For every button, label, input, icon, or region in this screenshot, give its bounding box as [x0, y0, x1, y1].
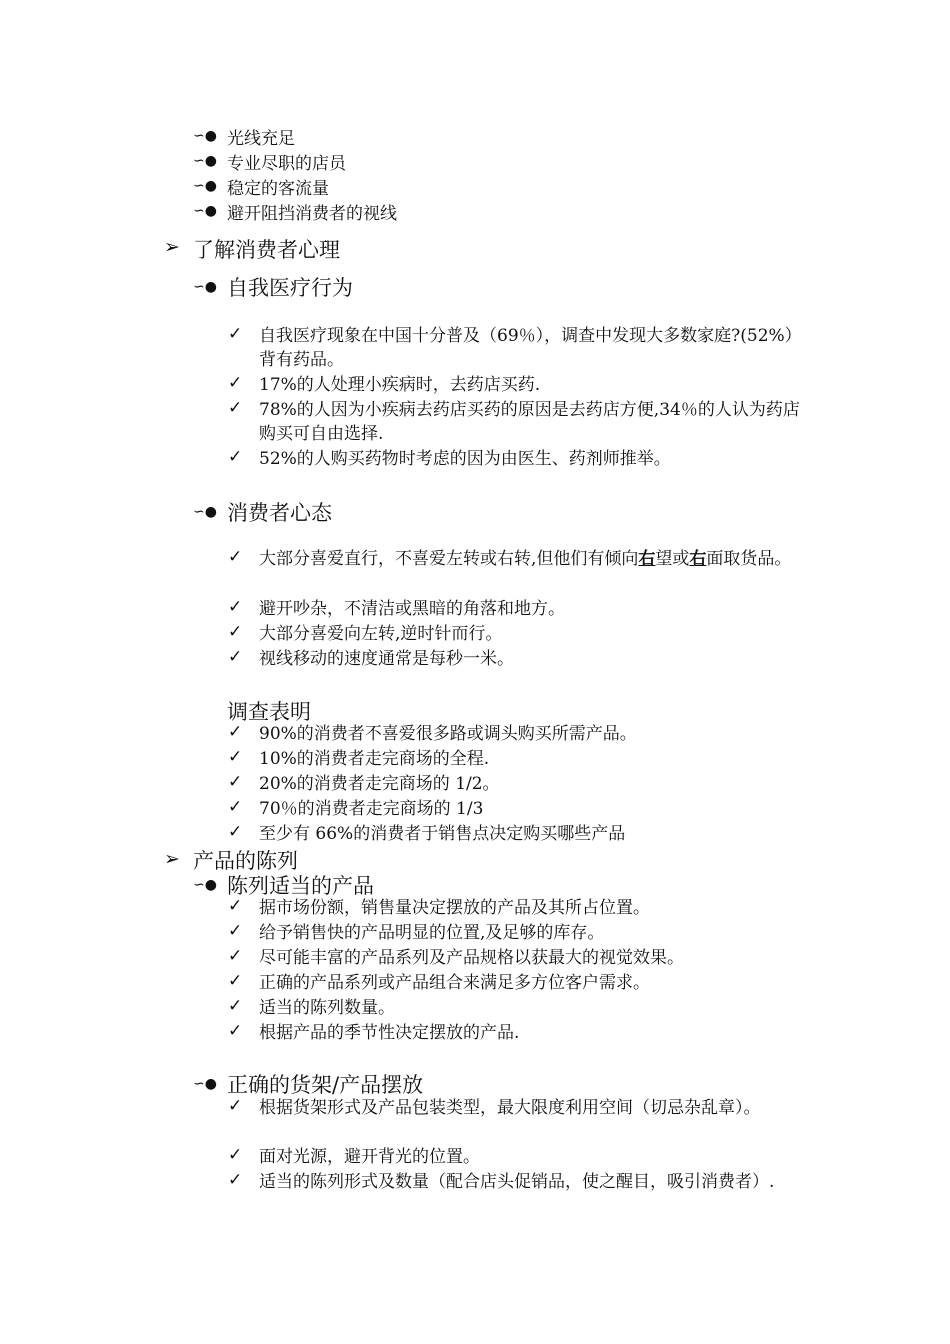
check-icon: ✓ [228, 1096, 243, 1116]
list-item: 70％的消费者走完商场的 1/3 [259, 799, 484, 819]
list-item: 52%的人购买药物时考虑的因为由医生、药剂师推举。 [259, 449, 671, 469]
section-heading: 了解消费者心理 [193, 238, 340, 262]
list-item: 10%的消费者走完商场的全程. [259, 749, 490, 769]
list-item: 尽可能丰富的产品系列及产品规格以获最大的视觉效果。 [259, 948, 684, 968]
check-icon: ✓ [228, 747, 243, 767]
list-item: 78%的人因为小疾病去药店买药的原因是去药店方便,34％的人认为药店购买可自由选择. [259, 400, 800, 444]
check-icon: ✓ [228, 722, 243, 742]
list-item: 大部分喜爱向左转,逆时针而行。 [259, 624, 503, 644]
check-icon: ✓ [228, 324, 243, 344]
s-bullet-icon: ∽● [193, 1076, 217, 1092]
s-bullet-icon: ∽● [193, 504, 217, 520]
check-icon: ✓ [228, 1170, 243, 1190]
check-icon: ✓ [228, 896, 243, 916]
check-icon: ✓ [228, 622, 243, 642]
check-icon: ✓ [228, 822, 243, 842]
check-icon: ✓ [228, 971, 243, 991]
check-icon: ✓ [228, 647, 243, 667]
list-item: 20%的消费者走完商场的 1/2。 [259, 774, 500, 794]
arrow-bullet-icon: ➢ [164, 848, 180, 870]
check-icon: ✓ [228, 1145, 243, 1165]
check-icon: ✓ [228, 447, 243, 467]
s-bullet-icon: ∽● [193, 178, 217, 194]
subsection-heading: 自我医疗行为 [227, 276, 353, 300]
subsection-heading: 正确的货架/产品摆放 [227, 1073, 424, 1097]
list-item: 90%的消费者不喜爱很多路或调头购买所需产品。 [259, 724, 637, 744]
survey-heading: 调查表明 [227, 700, 311, 724]
list-item: 专业尽职的店员 [227, 154, 346, 174]
list-item: 稳定的客流量 [227, 179, 329, 199]
check-icon: ✓ [228, 373, 243, 393]
list-item: 适当的陈列数量。 [259, 998, 395, 1018]
list-item: 根据货架形式及产品包装类型，最大限度利用空间（切忌杂乱章）。 [259, 1098, 761, 1118]
check-icon: ✓ [228, 547, 243, 567]
s-bullet-icon: ∽● [193, 877, 217, 893]
list-item: 正确的产品系列或产品组合来满足多方位客户需求。 [259, 973, 650, 993]
list-item: 根据产品的季节性决定摆放的产品. [259, 1023, 520, 1043]
s-bullet-icon: ∽● [193, 203, 217, 219]
check-icon: ✓ [228, 946, 243, 966]
list-item: 视线移动的速度通常是每秒一米。 [259, 649, 514, 669]
s-bullet-icon: ∽● [193, 128, 217, 144]
list-item: 光线充足 [227, 129, 295, 149]
list-item: 适当的陈列形式及数量（配合店头促销品，使之醒目，吸引消费者）. [259, 1172, 775, 1192]
list-item: 给予销售快的产品明显的位置,及足够的库存。 [259, 923, 605, 943]
list-item: 至少有 66%的消费者于销售点决定购买哪些产品 [259, 824, 626, 844]
subsection-heading: 陈列适当的产品 [227, 874, 374, 898]
s-bullet-icon: ∽● [193, 153, 217, 169]
s-bullet-icon: ∽● [193, 279, 217, 295]
list-item: 避开吵杂，不清洁或黑暗的角落和地方。 [259, 599, 565, 619]
check-icon: ✓ [228, 797, 243, 817]
list-item: 17%的人处理小疾病时，去药店买药. [259, 375, 541, 395]
check-icon: ✓ [228, 398, 243, 418]
check-icon: ✓ [228, 996, 243, 1016]
list-item: 大部分喜爱直行，不喜爱左转或右转,但他们有倾向右望或右面取货品。 [259, 549, 792, 569]
check-icon: ✓ [228, 772, 243, 792]
check-icon: ✓ [228, 597, 243, 617]
list-item: 据市场份额，销售量决定摆放的产品及其所占位置。 [259, 898, 650, 918]
list-item: 避开阻挡消费者的视线 [227, 204, 397, 224]
check-icon: ✓ [228, 1021, 243, 1041]
check-icon: ✓ [228, 921, 243, 941]
list-item: 面对光源，避开背光的位置。 [259, 1147, 480, 1167]
section-heading: 产品的陈列 [193, 849, 298, 873]
subsection-heading: 消费者心态 [227, 501, 332, 525]
list-item: 自我医疗现象在中国十分普及（69％），调查中发现大多数家庭?(52%）背有药品。 [259, 326, 802, 370]
arrow-bullet-icon: ➢ [164, 236, 180, 258]
